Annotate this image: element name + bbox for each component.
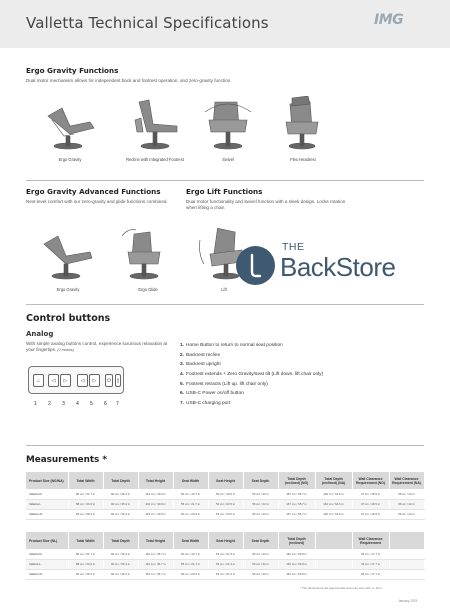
table-header-cell: Seat Width (173, 472, 208, 489)
table-cell: 55 cm / 21.7 in (173, 559, 208, 569)
list-item: 7. USB-C charging port (180, 401, 231, 407)
table-cell (315, 559, 352, 569)
table-cell: Valletta L (26, 499, 68, 509)
table-cell: 50 cm / 19.5 in (208, 489, 243, 499)
control-buttons-title: Control buttons (26, 313, 111, 324)
table-cell: 60 cm / 23.6 in (173, 509, 208, 519)
caption-advanced-ergo-gravity: Ergo Gravity (56, 287, 80, 292)
backstore-logo (236, 241, 436, 295)
table-cell: 167 cm / 65.7 in (278, 499, 315, 509)
remote-num-3: 3 (62, 401, 65, 407)
usb-power-icon: ⏻ (105, 374, 113, 387)
ergo-gravity-illustration (40, 96, 100, 150)
backstore-the: THE (282, 241, 305, 253)
table-header-cell: Total Height (138, 532, 173, 549)
table-header-cell: Seat Height (208, 532, 243, 549)
remote-num-2: 2 (48, 401, 51, 407)
list-item: 1. Home Button to return to normal seat position (180, 343, 283, 348)
table-row (26, 569, 424, 579)
footnote: * The dimensions are approximate and may vary with +/- 5cm (300, 586, 382, 590)
table-cell: 56 cm / 22 in (243, 569, 278, 579)
backstore-mark-icon (236, 246, 275, 285)
table-header-cell: Total Depth (reclined) (278, 532, 315, 549)
table-header-cell: Seat Width (173, 532, 208, 549)
table-cell: 60 cm / 23.6 in (173, 569, 208, 579)
analog-title: Analog (26, 330, 54, 338)
table-cell: 80 cm / 31.7 in (68, 549, 103, 559)
backstore-name: BackStore (280, 252, 396, 282)
table-cell (389, 569, 424, 579)
table-cell: 116 cm / 45.7 in (138, 549, 173, 559)
section-divider (26, 304, 424, 305)
document-date: January 2023 (398, 599, 418, 603)
list-item: 3. Backrest upright (180, 362, 221, 368)
table-header-row (26, 472, 424, 489)
table-cell (315, 549, 352, 559)
img-logo: IMG (374, 12, 404, 28)
table-header-cell: Total Depth (reclined) (NG) (278, 472, 315, 489)
table-header-cell: Wall Clearance Requirement (NA) (389, 472, 424, 489)
table-cell: 116 cm / 45.7 in (138, 569, 173, 579)
table-header-cell: Total Width (68, 532, 103, 549)
backrest-recline-icon: ◁ (48, 374, 59, 387)
table-header-cell (315, 532, 352, 549)
table-cell: 90 cm / 35.4 in (103, 499, 138, 509)
caption-recline-footrest: Recline with Integrated Footrest (126, 157, 184, 162)
remote-num-1: 1 (34, 401, 37, 407)
table-cell: 164 cm / 64.6 in (315, 509, 352, 519)
table-cell: 47 cm / 18.5 in (352, 509, 389, 519)
advanced-ergo-gravity-illustration (38, 226, 98, 280)
ergo-lift-title: Ergo Lift Functions (186, 187, 263, 196)
table-cell: 104 cm / 40.9 in (138, 499, 173, 509)
remote-num-6: 6 (104, 401, 107, 407)
ergo-gravity-desc: Dual motor mechanism allows for independent back and footrest operation, and zero-gravity function. (26, 78, 232, 83)
table-cell: 90 cm / 35.4 in (103, 559, 138, 569)
table-row (26, 549, 424, 559)
table-cell: 56 cm / 22 in (243, 549, 278, 559)
table-cell (389, 559, 424, 569)
table-cell: 54 cm / 21.3 in (208, 549, 243, 559)
ergo-advanced-title: Ergo Gravity Advanced Functions (26, 187, 161, 196)
measurements-table-nl (26, 532, 425, 580)
table-cell: 90 cm / 35.4 in (103, 489, 138, 499)
table-cell: 47 cm / 18.5 in (352, 499, 389, 509)
table-row (26, 509, 424, 519)
table-cell: 56 cm / 22 in (243, 559, 278, 569)
table-cell: 47 cm / 18.5 in (352, 489, 389, 499)
table-header-cell: Seat Depth (243, 472, 278, 489)
caption-ergo-gravity: Ergo Gravity (58, 157, 82, 162)
remote-num-7: 7 (116, 401, 119, 407)
analog-note: (2 motors) (57, 348, 74, 352)
table-cell: 90 cm / 35.4 in (103, 569, 138, 579)
table-cell: 45 cm / 17.7 in (352, 549, 389, 559)
table-header-cell: Total Depth (reclined) (NA) (315, 472, 352, 489)
table-cell: 167 cm / 65.7 in (278, 489, 315, 499)
ergo-gravity-title: Ergo Gravity Functions (26, 66, 119, 75)
table-row (26, 559, 424, 569)
analog-remote (28, 366, 124, 394)
ergo-advanced-desc: Next-level comfort with our zero-gravity and glide functions combined. (26, 199, 168, 204)
table-cell: 56 cm / 22 in (389, 489, 424, 499)
table-header-cell: Total Depth (103, 532, 138, 549)
table-cell: 56 cm / 22 in (389, 509, 424, 519)
table-cell: 116 cm / 45.7 in (138, 559, 173, 569)
table-header-cell (389, 532, 424, 549)
table-cell: 104 cm / 40.9 in (138, 489, 173, 499)
table-cell: Valletta XL (26, 509, 68, 519)
table-header-cell: Total Depth (103, 472, 138, 489)
table-cell: 93 cm / 36.6 in (68, 509, 103, 519)
analog-desc (26, 341, 176, 353)
table-cell: 104 cm / 40.9 in (138, 509, 173, 519)
section-divider (26, 445, 424, 446)
table-cell: 56 cm / 22 in (389, 499, 424, 509)
remote-num-4: 4 (76, 401, 79, 407)
page-title: Valletta Technical Specifications (26, 14, 269, 32)
table-cell: 52 cm / 20.5 in (208, 509, 243, 519)
table-cell (315, 569, 352, 579)
table-cell: 167 cm / 65.7 in (278, 509, 315, 519)
table-header-cell: Product Size (NL) (26, 532, 68, 549)
table-header-row (26, 532, 424, 549)
measurements-table-ng-na (26, 472, 425, 520)
list-item: 6. USB-C Power on/off button (180, 391, 244, 397)
table-header-cell: Seat Depth (243, 532, 278, 549)
table-cell: 90 cm / 35.4 in (103, 549, 138, 559)
table-cell (389, 549, 424, 559)
table-header-cell: Wall Clearance Requirement (NG) (352, 472, 389, 489)
table-cell: 56 cm / 22 in (243, 489, 278, 499)
table-cell: 164 cm / 64.6 in (315, 499, 352, 509)
table-cell: 162 cm / 63.8 in (278, 559, 315, 569)
usb-port-icon: ▯ (115, 374, 121, 387)
table-cell: 55 cm / 21.7 in (173, 499, 208, 509)
caption-swivel: Swivel (222, 157, 234, 162)
table-cell: 164 cm / 64.6 in (315, 489, 352, 499)
analog-desc-text: With simple analog buttons control, experience luxurious relaxation at your fingertips. (26, 341, 168, 352)
caption-flex-headrest: Flex Headrest (290, 157, 316, 162)
table-cell: 50 cm / 19.7 in (173, 549, 208, 559)
footrest-extend-icon: ◁ (77, 374, 88, 387)
table-cell: 162 cm / 63.8 in (278, 549, 315, 559)
table-cell: 88 cm / 34.6 in (68, 559, 103, 569)
table-header-cell: Seat Height (208, 472, 243, 489)
section-divider (26, 180, 424, 181)
table-cell: 88 cm / 34.6 in (68, 499, 103, 509)
table-cell: 80 cm / 31.7 in (68, 489, 103, 499)
measurements-title: Measurements * (26, 455, 107, 465)
caption-ergo-glide: Ergo Glide (138, 287, 158, 292)
table-cell: 45 cm / 17.7 in (352, 569, 389, 579)
table-cell: 54 cm / 21.3 in (208, 559, 243, 569)
table-cell: 52 cm / 20.5 in (208, 499, 243, 509)
table-header-cell: Total Height (138, 472, 173, 489)
ergo-lift-desc: Dual motor functionality and swivel function with a sleek design. Locks rotation when lifting a chair. (186, 199, 346, 210)
table-cell: 90 cm / 35.4 in (103, 509, 138, 519)
swivel-illustration (203, 96, 253, 150)
table-cell: 56 cm / 22 in (243, 509, 278, 519)
remote-num-5: 5 (90, 401, 93, 407)
table-cell: Valletta M (26, 489, 68, 499)
table-cell: Valletta L (26, 559, 68, 569)
list-item: 5. Footrest retracts (Lift up. lift chair only) (180, 381, 268, 387)
home-button-icon: ⌂ (33, 374, 44, 387)
recline-footrest-illustration (125, 96, 185, 150)
caption-lift: Lift (221, 287, 227, 292)
table-cell: 45 cm / 17.7 in (352, 559, 389, 569)
list-item: 2. Backrest recline (180, 352, 221, 358)
table-cell: 93 cm / 36.6 in (68, 569, 103, 579)
control-button-list (180, 341, 420, 409)
table-header-cell: Total Width (68, 472, 103, 489)
table-row (26, 489, 424, 499)
ergo-glide-illustration (120, 226, 176, 280)
backrest-upright-icon: ▷ (60, 374, 71, 387)
table-cell: 54 cm / 21.3 in (208, 569, 243, 579)
footrest-retract-icon: ▷ (89, 374, 100, 387)
table-cell: Valletta M (26, 549, 68, 559)
table-header-cell: Product Size (NG/NA) (26, 472, 68, 489)
table-cell: 162 cm / 63.8 in (278, 569, 315, 579)
list-item: 4. Footrest extends + Zero Gravity/seat tilt (Lift down. lift chair only) (180, 372, 324, 378)
flex-headrest-illustration (280, 96, 326, 150)
page-header (0, 0, 450, 48)
table-cell: 50 cm / 19.7 in (173, 489, 208, 499)
table-header-cell: Wall Clearance Requirement (352, 532, 389, 549)
table-cell: Valletta XL (26, 569, 68, 579)
table-row (26, 499, 424, 509)
table-cell: 56 cm / 22 in (243, 499, 278, 509)
